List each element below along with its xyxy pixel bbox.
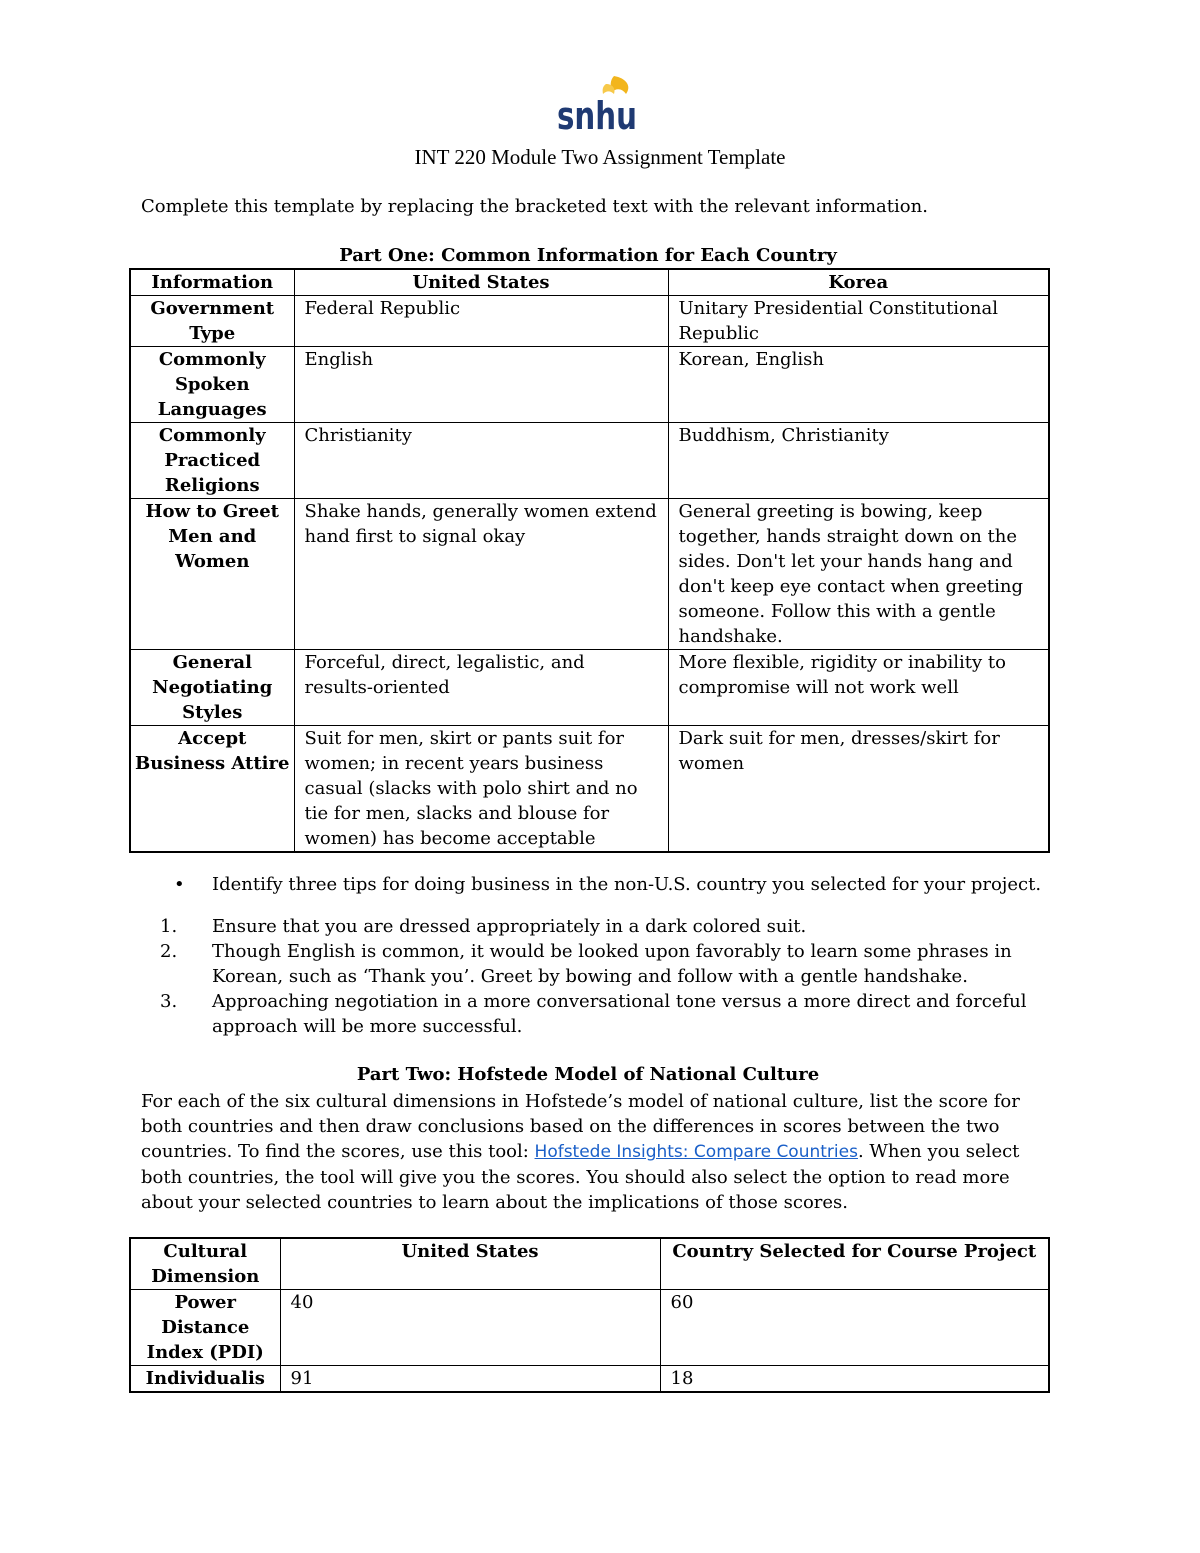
table-cell: 91 — [280, 1366, 660, 1393]
table-cell: 18 — [660, 1366, 1049, 1393]
header-country-selected: Country Selected for Course Project — [660, 1238, 1049, 1290]
table-row — [130, 423, 1049, 499]
part-one-heading: Part One: Common Information for Each Country — [339, 245, 837, 266]
table-row — [130, 726, 1049, 853]
table-cell: General greeting is bowing, keep together, hands straight down on the sides. Don't let your hands hang and don't keep eye contact when greeting someone. Follow this with a gentle handshake. — [668, 499, 1049, 650]
table-row — [130, 296, 1049, 347]
header-united-states: United States — [280, 1238, 660, 1290]
part-two-heading: Part Two: Hofstede Model of National Culture — [356, 1064, 820, 1085]
table-cell: Dark suit for men, dresses/skirt for women — [668, 726, 1049, 853]
table-cell: Unitary Presidential Constitutional Republic — [668, 296, 1049, 347]
tips-list — [160, 914, 1064, 1039]
table-cell: More flexible, rigidity or inability to compromise will not work well — [668, 650, 1049, 726]
list-item — [160, 914, 1064, 939]
list-item — [160, 939, 1064, 989]
part-two-instructions — [141, 1089, 1061, 1215]
instructions-text: For each of the six cultural dimensions in Hofstede’s model of national culture, list the score for both countries and then draw conclusions based on the differences in scores between the two countries. To find the scores, use this tool: — [141, 1091, 1020, 1162]
row-label: Commonly Practiced Religions — [130, 423, 294, 499]
hofstede-table — [129, 1237, 1050, 1393]
table-row — [130, 1290, 1049, 1366]
list-number: 3. — [160, 991, 178, 1012]
instructions-text-continued: . When you select both countries, the tool will give you the scores. You should also select the option to read more about your selected countries to learn about the implications of those scores. — [141, 1141, 1020, 1213]
common-info-table — [129, 268, 1050, 853]
table-cell: 40 — [280, 1290, 660, 1366]
table-row — [130, 1366, 1049, 1393]
hofstede-link[interactable]: Hofstede Insights: Compare Countries — [534, 1142, 858, 1162]
row-label: Government Type — [130, 296, 294, 347]
header-korea: Korea — [668, 269, 1049, 296]
table-row — [130, 499, 1049, 650]
header-information: Information — [130, 269, 294, 296]
document-title: INT 220 Module Two Assignment Template — [414, 145, 786, 169]
list-item — [160, 989, 1064, 1039]
row-label: How to Greet Men and Women — [130, 499, 294, 650]
table-header-row — [130, 1238, 1049, 1290]
table-row — [130, 347, 1049, 423]
row-label: General Negotiating Styles — [130, 650, 294, 726]
list-number: 1. — [160, 916, 178, 937]
list-text: Approaching negotiation in a more conversational tone versus a more direct and forceful approach will be more successful. — [212, 991, 1027, 1037]
row-label: Individualis — [130, 1366, 280, 1393]
header-cultural-dimension: Cultural Dimension — [130, 1238, 280, 1290]
table-cell: Federal Republic — [294, 296, 668, 347]
bullet-text: Identify three tips for doing business in the non-U.S. country you selected for your project. — [212, 874, 1042, 895]
table-cell: Christianity — [294, 423, 668, 499]
intro-text: Complete this template by replacing the bracketed text with the relevant information. — [141, 196, 928, 217]
list-text: Ensure that you are dressed appropriately in a dark colored suit. — [212, 916, 807, 937]
table-cell: Suit for men, skirt or pants suit for women; in recent years business casual (slacks with polo shirt and no tie for men, slacks and blouse for women) has become acceptable — [294, 726, 668, 853]
table-cell: Buddhism, Christianity — [668, 423, 1049, 499]
header-united-states: United States — [294, 269, 668, 296]
list-text: Though English is common, it would be looked upon favorably to learn some phrases in Korean, such as ‘Thank you’. Greet by bowing and follow with a gentle handshake. — [212, 941, 1012, 987]
table-cell: Shake hands, generally women extend hand first to signal okay — [294, 499, 668, 650]
table-cell: 60 — [660, 1290, 1049, 1366]
table-cell: English — [294, 347, 668, 423]
list-number: 2. — [160, 941, 178, 962]
row-label: Accept Business Attire — [130, 726, 294, 853]
logo-text: snhu — [557, 94, 637, 138]
row-label: Commonly Spoken Languages — [130, 347, 294, 423]
table-cell: Forceful, direct, legalistic, and results-oriented — [294, 650, 668, 726]
table-row — [130, 650, 1049, 726]
snhu-logo — [556, 74, 638, 138]
table-cell: Korean, English — [668, 347, 1049, 423]
bullet-symbol: • — [174, 874, 185, 895]
row-label: Power Distance Index (PDI) — [130, 1290, 280, 1366]
table-header-row — [130, 269, 1049, 296]
